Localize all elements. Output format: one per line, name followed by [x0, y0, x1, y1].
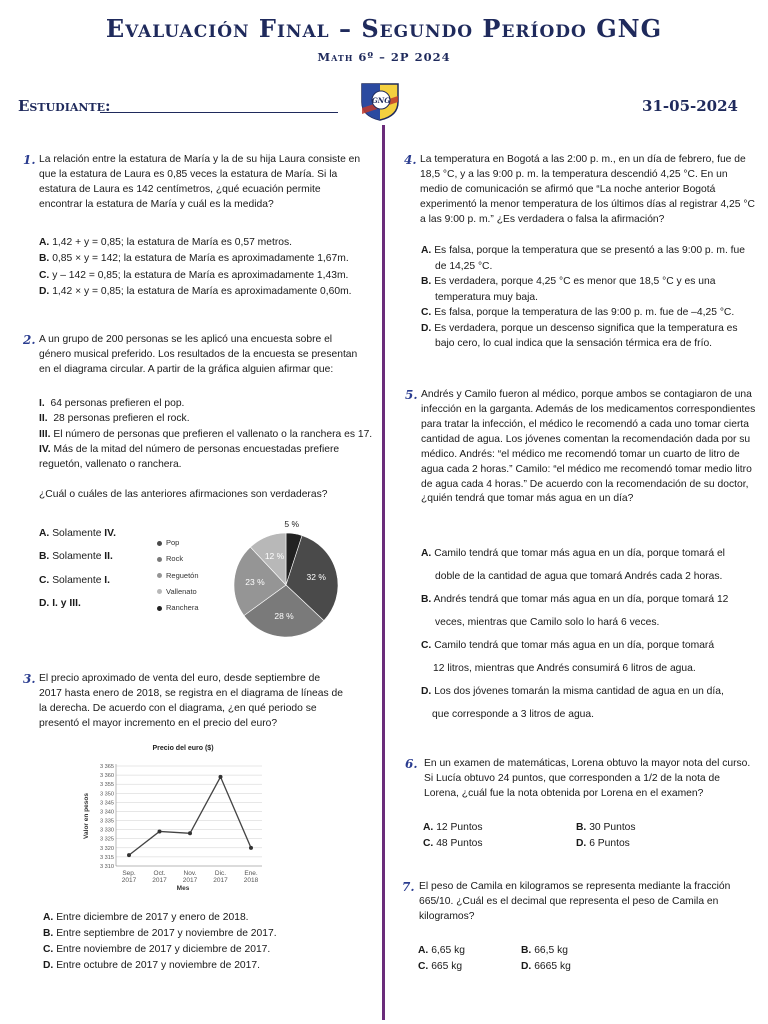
question-number: 2. [23, 333, 36, 347]
y-tick-label: 3 325 [100, 836, 114, 843]
x-tick-label: 2018 [243, 877, 259, 884]
legend-swatch [157, 573, 162, 578]
x-tick-label: 2017 [182, 877, 198, 884]
student-label: Estudiante: [18, 97, 111, 115]
question-3 [23, 672, 344, 732]
option-c[interactable]: C. Es falsa, porque la temperatura de las 9:00 p. m. fue de –4,25 °C. [421, 307, 735, 318]
legend-item-vallenato: Vallenato [157, 584, 199, 600]
question-3-options [43, 910, 343, 974]
x-tick-label: 2017 [152, 877, 167, 884]
data-point [219, 775, 223, 779]
chart-title: Precio del euro ($) [152, 745, 214, 752]
pie-label-pop: 32 % [306, 572, 326, 583]
question-5-options [421, 546, 756, 730]
question-number: 3. [23, 672, 36, 686]
option-d[interactable]: D. Es verdadera, porque un descenso significa que la temperatura es bajo cero, lo cual indica que la sensación térmica era de frío. [421, 322, 738, 349]
legend-swatch [157, 606, 162, 611]
x-tick-label: 2017 [121, 877, 137, 884]
x-tick-label: Ene. [244, 870, 258, 877]
student-name-line[interactable] [100, 112, 338, 113]
question-2 [23, 333, 359, 378]
column-divider [382, 125, 385, 1020]
question-text: En un examen de matemáticas, Lorena obtuvo la mayor nota del curso. Si Lucía obtuvo 24 puntos, que corresponden a 1/2 de la nota de Lorena, ¿cuál fue la nota obtenida por Lorena en el examen? [424, 758, 751, 799]
y-axis-label: Valor en pesos [83, 793, 90, 839]
question-2-statements [39, 396, 384, 472]
data-point [158, 829, 162, 833]
y-tick-label: 3 320 [100, 845, 114, 852]
question-text: Andrés y Camilo fueron al médico, porque ambos se contagiaron de una infección en la garganta. Además de los medicamentos correspondientes para tratar la infección, el médico le recomendó a cada uno tomar cierta cantidad de agua. Los jóvenes comentan la recomendación dada por su médico. Andrés: “el médico me recomendó tomar un cuarto de litro de agua cada 2 horas.” Camilo: “el médico me recomendó tomar medio litro de agua cada 4 horas.” De acuerdo con la recomendación de su doctor, ¿quién tendrá que tomar más agua en un día? [421, 389, 756, 505]
question-text: La temperatura en Bogotá a las 2:00 p. m., en un día de febrero, fue de 18,5 °C, y a las 9:00 p. m. la temperatura descendió 4,25 °C. En un medio de comunicación se afirmó que “La noche anterior Bogotá experimentó la menor temperatura de los últimos días al registrar 4,25 °C a las 9:00 p. m.” ¿Es verdadera o falsa la afirmación? [420, 154, 755, 225]
option-a[interactable]: A. Camilo tendrá que tomar más agua en un día, porque tomará el doble de la cantidad de agua que tomará Andrés cada 2 horas. [421, 548, 725, 582]
option-c[interactable]: C. 665 kg [418, 961, 463, 972]
euro-price-line-chart [80, 740, 280, 895]
option-a[interactable]: A. Es falsa, porque la temperatura que se presentó a las 9:00 p. m. fue de 14,25 °C. [421, 245, 745, 272]
option-d[interactable]: D. Los dos jóvenes tomarán la misma cantidad de agua en un día, que corresponde a 3 litros de agua. [421, 686, 724, 720]
question-5 [405, 388, 756, 507]
option-d[interactable]: D. 6 Puntos [576, 838, 630, 849]
option-c[interactable]: C. y – 142 = 0,85; la estatura de María es aproximadamente 1,43m. [39, 269, 349, 281]
legend-item-reggaeton: Reguetón [157, 568, 199, 584]
option-b[interactable]: B. 66,5 kg [521, 945, 568, 956]
y-tick-label: 3 335 [100, 818, 114, 825]
question-7-options [418, 943, 738, 975]
question-2-options [39, 522, 149, 615]
option-c[interactable]: C. Entre noviembre de 2017 y diciembre de 2017. [43, 943, 271, 955]
option-b[interactable]: B. 0,85 × y = 142; la estatura de María es aproximadamente 1,67m. [39, 253, 349, 265]
y-tick-label: 3 350 [100, 791, 114, 798]
x-axis-label: Mes [176, 885, 190, 892]
question-number: 6. [405, 757, 418, 771]
school-logo [358, 78, 402, 122]
statement-iv: IV. Más de la mitad del número de personas encuestadas prefiere reguetón, vallenato o ranchera. [39, 443, 340, 471]
question-6 [405, 757, 754, 802]
svg-text:GNG: GNG [371, 96, 391, 105]
y-tick-label: 3 365 [100, 764, 114, 770]
exam-date: 31-05-2024 [642, 97, 738, 115]
question-text: A un grupo de 200 personas se les aplicó una encuesta sobre el género musical preferido. Los resultados de la encuesta se presentan en el diagrama circular. A partir de la gráfica alguien afirmar que: [39, 334, 358, 375]
y-tick-label: 3 315 [100, 854, 114, 861]
option-d[interactable]: D. I. y III. [39, 597, 81, 609]
y-tick-label: 3 345 [100, 800, 114, 807]
option-d[interactable]: D. 1,42 × y = 0,85; la estatura de María es aproximadamente 0,60m. [39, 285, 352, 297]
question-6-options [423, 820, 743, 852]
question-2-prompt [39, 488, 369, 503]
option-c[interactable]: C. 48 Puntos [423, 838, 483, 849]
option-a[interactable]: A. Solamente IV. [39, 528, 116, 539]
x-tick-label: Oct. [153, 870, 166, 877]
data-point [249, 846, 253, 850]
option-d[interactable]: D. Entre octubre de 2017 y noviembre de 2017. [43, 959, 260, 971]
x-tick-label: Sep. [122, 870, 136, 877]
question-7 [402, 880, 754, 925]
question-4-options [421, 243, 751, 352]
option-b[interactable]: B. Es verdadera, porque 4,25 °C es menor que 18,5 °C y es una temperatura muy baja. [421, 276, 716, 303]
music-genre-pie-chart [231, 504, 341, 639]
exam-subtitle: Math 6º – 2P 2024 [317, 50, 451, 64]
statement-iii: III. El número de personas que prefieren el vallenato o la ranchera es 17. [39, 428, 373, 440]
pie-label-ranchera: 5 % [284, 518, 300, 529]
question-number: 1. [23, 153, 36, 167]
data-point [188, 831, 192, 835]
exam-title: Evaluación Final – Segundo Período GNG [105, 14, 663, 43]
x-tick-label: Nov. [183, 870, 197, 877]
question-text: El peso de Camila en kilogramos se representa mediante la fracción 665/10. ¿Cuál es el decimal que representa el peso de Camila en kilogramos? [419, 881, 731, 922]
legend-item-pop: Pop [157, 535, 199, 551]
legend-swatch [157, 557, 162, 562]
question-number: 7. [402, 880, 415, 894]
option-d[interactable]: D. 6665 kg [521, 961, 571, 972]
x-tick-label: 2017 [213, 877, 228, 884]
pie-label-rock: 28 % [274, 611, 294, 622]
legend-item-rock: Rock [157, 551, 199, 567]
question-1 [23, 153, 364, 213]
option-a[interactable]: A. Entre diciembre de 2017 y enero de 2018. [43, 912, 249, 923]
x-tick-label: Dic. [214, 870, 227, 877]
question-number: 5. [405, 388, 418, 402]
option-b[interactable]: B. Solamente II. [39, 551, 113, 563]
option-a[interactable]: A. 12 Puntos [423, 822, 483, 833]
option-b[interactable]: B. Entre septiembre de 2017 y noviembre de 2017. [43, 927, 277, 939]
legend-swatch [157, 541, 162, 546]
pie-label-reguetón: 23 % [245, 577, 265, 588]
legend-item-ranchera: Ranchera [157, 600, 199, 616]
option-c[interactable]: C. Camilo tendrá que tomar más agua en un día, porque tomará 12 litros, mientras que Andrés consumirá 6 litros de agua. [421, 640, 715, 674]
question-text: El precio aproximado de venta del euro, desde septiembre de 2017 hasta enero de 2018, se registra en el diagrama de líneas de la derecha. De acuerdo con el diagrama, ¿en qué periodo se presentó el mayor incremento en el precio del euro? [39, 673, 343, 729]
question-text: La relación entre la estatura de María y la de su hija Laura consiste en que la estatura de Laura es 0,85 veces la estatura de María. Si la estatura de Laura es 142 centímetros, ¿qué ecuación permite encontrar la estatura de María y cuál es la medida? [39, 154, 361, 210]
statement-ii: II. 28 personas prefieren el rock. [39, 413, 190, 425]
option-c[interactable]: C. Solamente I. [39, 574, 111, 586]
option-b[interactable]: B. Andrés tendrá que tomar más agua en un día, porque tomará 12 veces, mientras que Camilo solo lo hará 6 veces. [421, 594, 729, 628]
series-line [129, 777, 251, 855]
data-point [127, 853, 131, 857]
option-b[interactable]: B. 30 Puntos [576, 822, 636, 833]
legend-swatch [157, 589, 162, 594]
option-a[interactable]: A. 6,65 kg [418, 945, 465, 956]
y-tick-label: 3 360 [100, 773, 114, 780]
y-tick-label: 3 340 [100, 809, 114, 816]
question-number: 4. [404, 153, 417, 167]
option-a[interactable]: A. 1,42 + y = 0,85; la estatura de María es 0,57 metros. [39, 237, 293, 248]
y-tick-label: 3 330 [100, 827, 114, 834]
y-tick-label: 3 310 [100, 864, 114, 870]
pie-legend [157, 535, 199, 616]
y-tick-label: 3 355 [100, 782, 114, 789]
statement-i: I. 64 personas prefieren el pop. [39, 398, 185, 409]
question-1-options [39, 235, 379, 300]
prompt-text: ¿Cuál o cuáles de las anteriores afirmaciones son verdaderas? [39, 489, 328, 500]
pie-label-vallenato: 12 % [264, 550, 285, 561]
question-4 [404, 153, 755, 228]
